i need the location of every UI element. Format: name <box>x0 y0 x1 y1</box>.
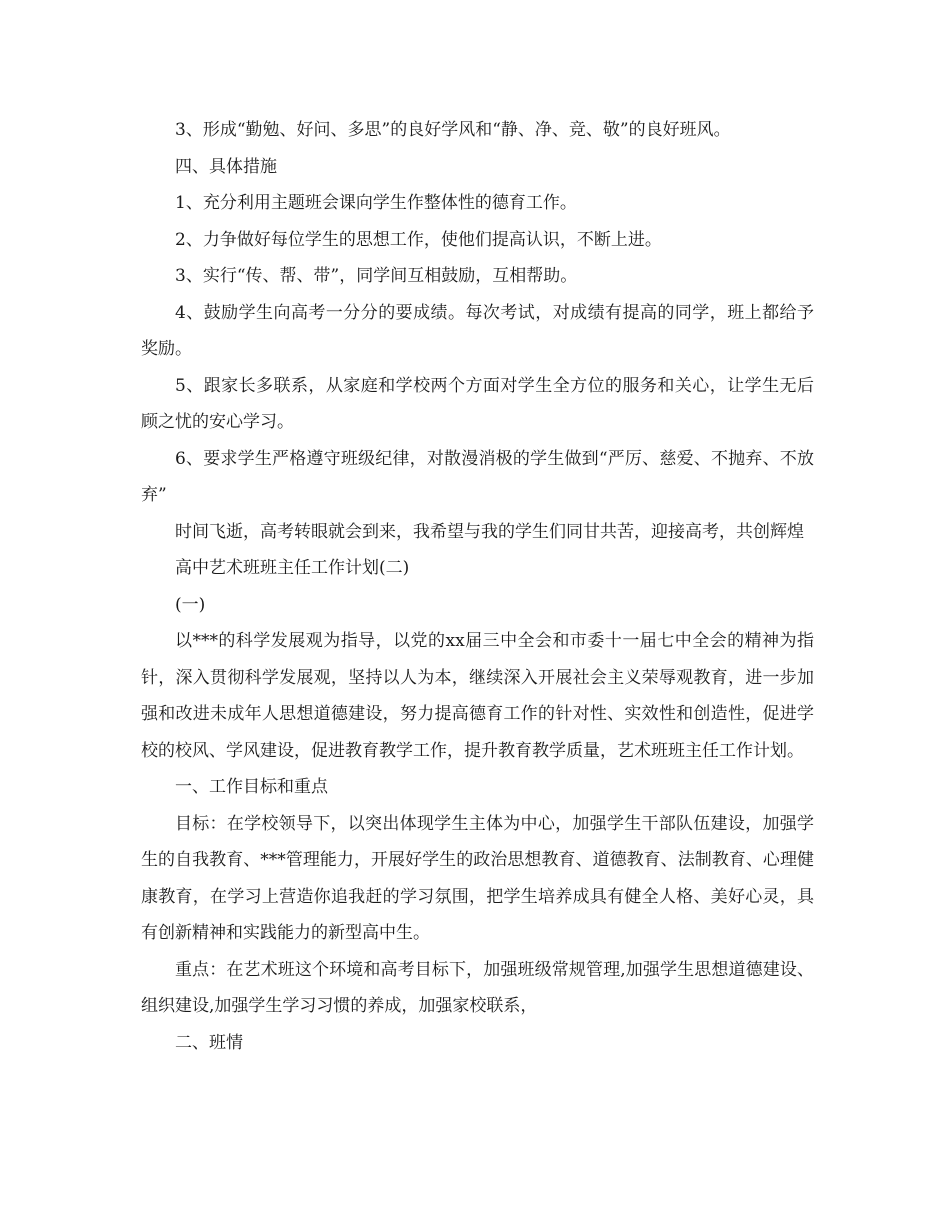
section-number: (一) <box>175 594 206 615</box>
paragraph-9: 时间飞逝，高考转眼就会到来，我希望与我的学生们同甘共苦，迎接高考，共创辉煌 <box>175 521 804 542</box>
document-body <box>141 112 814 1061</box>
section-heading-measures: 四、具体措施 <box>175 156 277 177</box>
paragraph-12: 以***的科学发展观为指导，以党的xx届三中全会和市委十一届七中全会的精神为指针，深入贯彻科学发展观，坚持以人为本，继续深入开展社会主义荣辱观教育，进一步加强和改进未成年人思想道德建设，努力提高德育工作的针对性、实效性和创造性，促进学校的校风、学风建设，促进教育教学工作，提升教育教学质量，艺术班班主任工作计划。 <box>141 631 814 761</box>
paragraph-6: 4、鼓励学生向高考一分分的要成绩。每次考试，对成绩有提高的同学，班上都给予奖励。 <box>141 302 814 359</box>
paragraph-5: 3、实行“传、帮、带”，同学间互相鼓励，互相帮助。 <box>175 266 578 286</box>
section-heading-goals: 一、工作目标和重点 <box>175 777 328 797</box>
paragraph-14: 目标：在学校领导下，以突出体现学生主体为中心，加强学生干部队伍建设，加强学生的自我教育、***管理能力，开展好学生的政治思想教育、道德教育、法制教育、心理健康教育，在学习上营造你追我赶的学习氛围，把学生培养成具有健全人格、美好心灵，具有创新精神和实践能力的新型高中生。 <box>141 813 814 943</box>
paragraph-8: 6、要求学生严格遵守班级纪律，对散漫消极的学生做到“严厉、慈爱、不抛弃、不放弃” <box>141 448 814 505</box>
paragraph-3: 1、充分利用主题班会课向学生作整体性的德育工作。 <box>175 193 577 213</box>
document-subtitle: 高中艺术班班主任工作计划(二) <box>175 558 410 578</box>
paragraph-4: 2、力争做好每位学生的思想工作，使他们提高认识，不断上进。 <box>175 229 662 250</box>
paragraph-15: 重点：在艺术班这个环境和高考目标下，加强班级常规管理,加强学生思想道德建设、组织建设,加强学生学习习惯的养成，加强家校联系， <box>141 959 814 1016</box>
section-heading-class-situation: 二、班情 <box>175 1032 243 1053</box>
paragraph-1: 3、形成“勤勉、好问、多思”的良好学风和“静、净、竞、敬”的良好班风。 <box>175 120 731 140</box>
paragraph-7: 5、跟家长多联系，从家庭和学校两个方面对学生全方位的服务和关心，让学生无后顾之忧的安心学习。 <box>141 375 814 432</box>
